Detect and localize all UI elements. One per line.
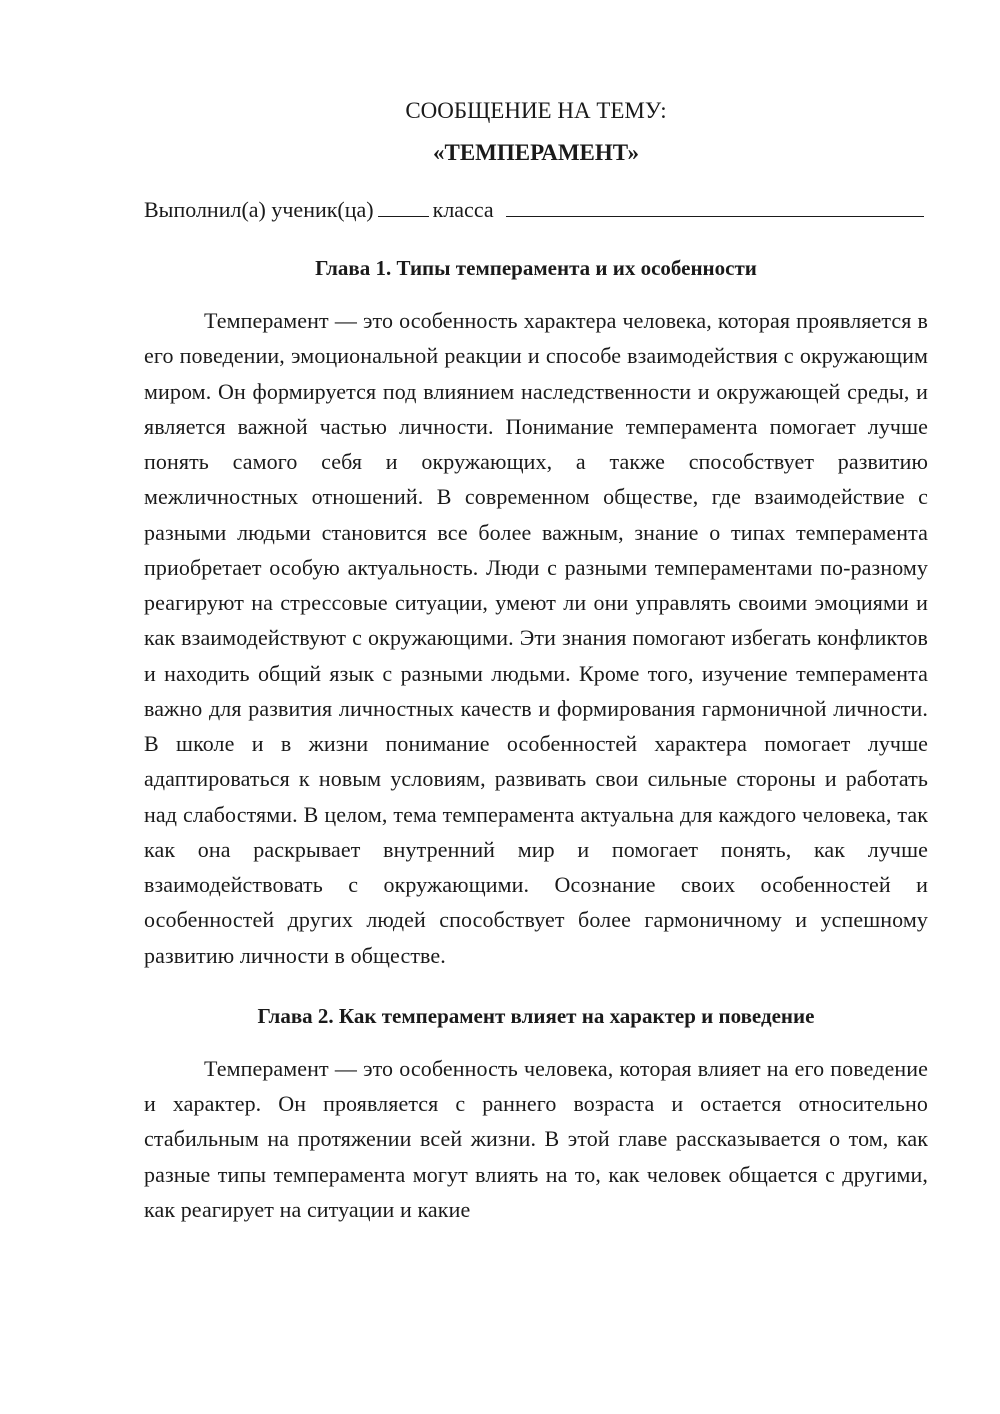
document-page [144,90,928,1227]
author-line [144,194,928,225]
chapter-2-paragraph: Темперамент — это особенность человека, которая влияет на его поведение и характер. Он проявляется с раннего возраста и остается относительно стабильным на протяжении всей жизни. В этой главе рассказывается о том, как разные типы темперамента могут влиять на то, как человек общается с другими, как реагирует на ситуации и какие [144,1055,928,1222]
chapter-1-heading: Глава 1. Типы темперамента и их особенности [315,256,757,280]
document-title-line-1: СООБЩЕНИЕ НА ТЕМУ: [405,98,667,123]
student-name-blank [506,194,924,217]
chapter-2-heading: Глава 2. Как темперамент влияет на характер и поведение [257,1003,815,1028]
class-label: класса [432,197,494,222]
document-title-topic: «ТЕМПЕРАМЕНТ» [432,140,640,165]
class-number-blank [378,194,429,217]
chapter-1-paragraph: Темперамент — это особенность характера человека, которая проявляется в его поведении, эмоциональной реакции и способе взаимодействия с окружающим миром. Он формируется под влиянием наследственности и окружающей среды, и является важной частью личности. Понимание темперамента помогает лучше понять самого себя и окружающих, а также способствует развитию межличностных отношений. В современном обществе, где взаимодействие с разными людьми становится все более важным, знание о типах темперамента приобретает особую актуальность. Люди с разными темпераментами по-разному реагируют на стрессовые ситуации, умеют ли они управлять своими эмоциями и как взаимодействуют с окружающими. Эти знания помогают избегать конфликтов и находить общий язык с разными людьми. Кроме того, изучение темперамента важно для развития личностных качеств и формирования гармоничной личности. В школе и в жизни понимание особенностей характера помогает лучше адаптироваться к новым условиям, развивать свои сильные стороны и работать над слабостями. В целом, тема темперамента актуальна для каждого человека, так как она раскрывает внутренний мир и помогает понять, как лучше взаимодействовать с окружающими. Осознание своих особенностей и особенностей других людей способствует более гармоничному и успешному развитию личности в обществе. [144,308,928,968]
performed-by-label: Выполнил(а) ученик(ца) [144,197,374,222]
